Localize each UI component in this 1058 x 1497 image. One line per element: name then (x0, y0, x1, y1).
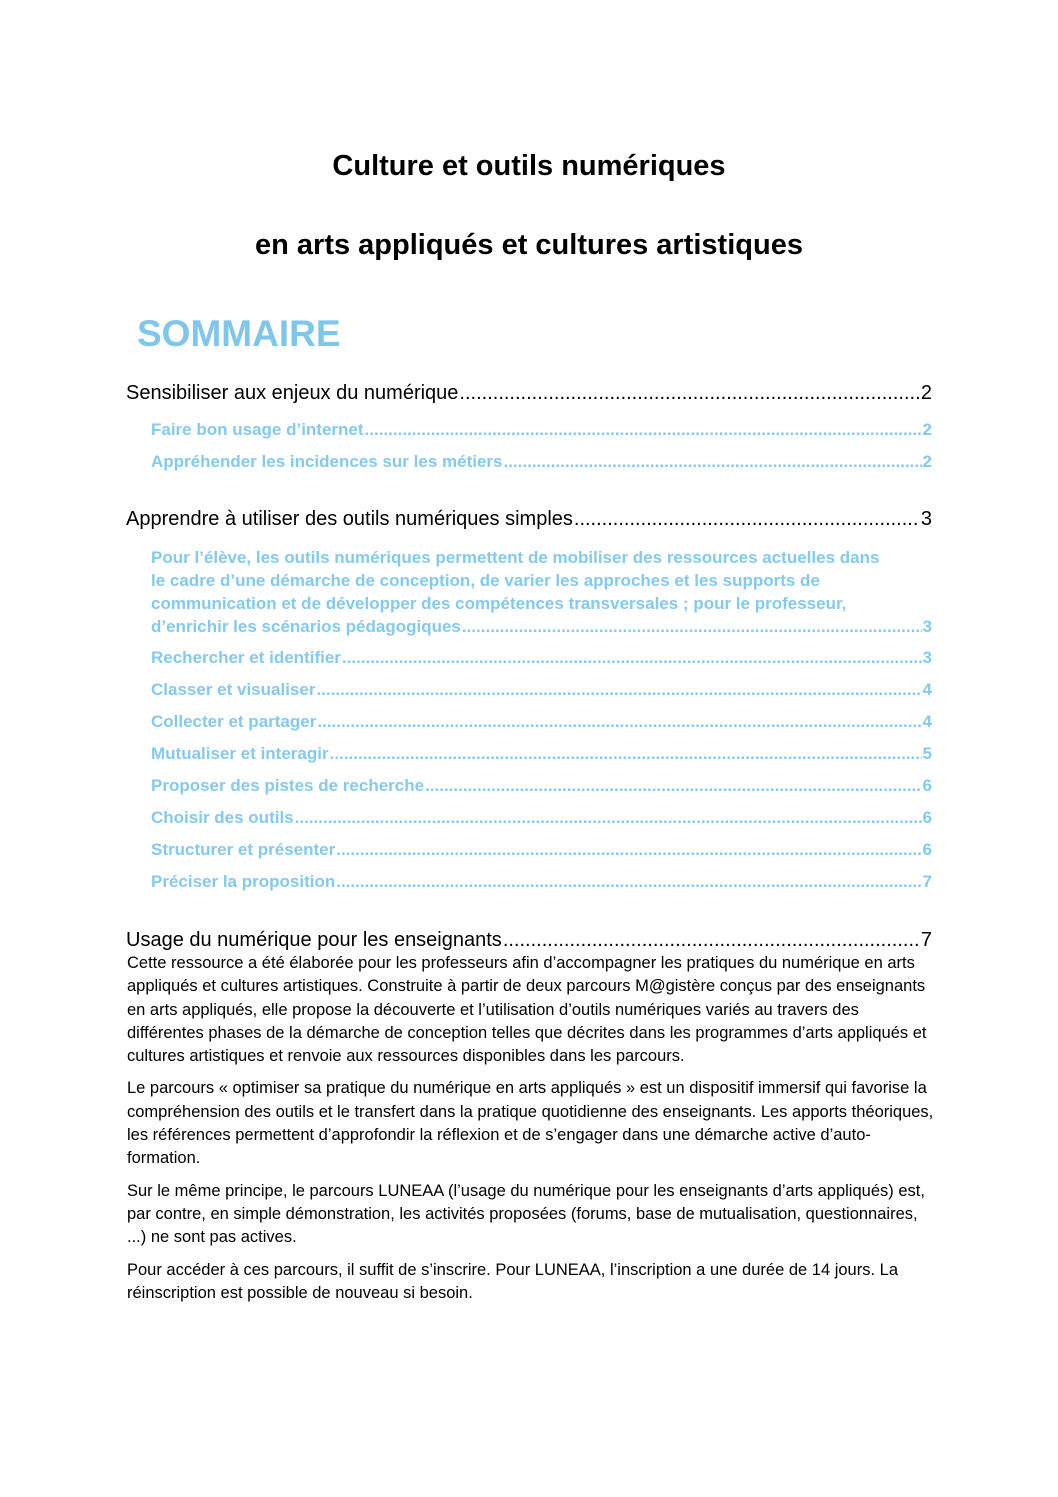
toc-entry-line: communication et de développer des compétences transversales ; pour le professeur, (151, 594, 847, 613)
toc-leader (342, 648, 922, 668)
toc-entry-label: Structurer et présenter (151, 840, 336, 859)
toc-entry-label: Apprendre à utiliser des outils numériques simples (126, 508, 573, 530)
toc-entry-label: Mutualiser et interagir (151, 744, 329, 763)
paragraph-3: Sur le même principe, le parcours LUNEAA (l’usage du numérique pour les enseignants d’arts appliqués) est, par contre, en simple démonstration, les activités proposées (forums, base de mutualisation, questionnaires, ...) ne sont pas actives. (127, 1181, 925, 1247)
toc-leader (316, 680, 921, 700)
toc-page-number: 2 (922, 452, 932, 471)
toc-entry-collecter[interactable] (151, 712, 932, 732)
title-line-2: en arts appliqués et cultures artistiques (255, 229, 803, 261)
toc-page-number: 2 (922, 420, 932, 439)
toc-leader (330, 744, 922, 764)
toc-page-number: 3 (922, 648, 932, 667)
toc-leader (574, 508, 920, 531)
toc-page-number: 3 (920, 508, 932, 530)
paragraph-4: Pour accéder à ces parcours, il suffit de s’inscrire. Pour LUNEAA, l’inscription a une durée de 14 jours. La réinscription est possible de nouveau si besoin. (127, 1260, 898, 1302)
toc-page-number: 7 (922, 872, 932, 891)
toc-page-number: 4 (922, 680, 932, 699)
toc-entry-label: Classer et visualiser (151, 680, 316, 699)
toc-page-number: 4 (922, 712, 932, 731)
toc-entry-classer[interactable] (151, 680, 932, 700)
toc-entry-metiers[interactable] (151, 452, 932, 472)
toc-entry-rechercher[interactable] (151, 648, 932, 668)
toc-entry-label: Préciser la proposition (151, 872, 336, 891)
toc-leader (295, 808, 922, 828)
toc-leader (503, 452, 921, 472)
toc-entry-internet[interactable] (151, 420, 932, 440)
sommaire-heading: SOMMAIRE (137, 313, 341, 354)
toc-entry-last-line (151, 615, 932, 638)
toc-entry-label: Usage du numérique pour les enseignants (126, 929, 502, 951)
paragraph-1: Cette ressource a été élaborée pour les professeurs afin d’accompagner les pratiques du numérique en arts appliqués et cultures artistiques. Construite à partir de deux parcours M@gistère conçus par des enseignants en arts appliqués, elle propose la découverte et l’utilisation d’outils numériques variés au travers des différentes phases de la démarche de conception telles que décrites dans les programmes d’arts appliqués et cultures artistiques et renvoie aux ressources disponibles dans les parcours. (127, 954, 927, 1066)
toc-leader (365, 420, 922, 440)
toc-leader (503, 929, 920, 952)
toc-leader (425, 776, 921, 796)
toc-page-number: 3 (922, 617, 932, 636)
toc-entry-label: Faire bon usage d’internet (151, 420, 364, 439)
toc-entry-sensibiliser[interactable] (126, 382, 932, 405)
toc-entry-proposer[interactable] (151, 776, 932, 796)
toc-leader (462, 615, 922, 638)
toc-entry-label: Rechercher et identifier (151, 648, 341, 667)
toc-page-number: 2 (920, 382, 932, 404)
toc-page-number: 7 (920, 929, 932, 951)
toc-entry-label: Appréhender les incidences sur les métiers (151, 452, 503, 471)
paragraph-2: Le parcours « optimiser sa pratique du numérique en arts appliqués » est un dispositif immersif qui favorise la compréhension des outils et le transfert dans la pratique quotidienne des enseignants. Les apports théoriques, les références permettent d’approfondir la réflexion et de s’engager dans une démarche active d’auto-formation. (127, 1079, 934, 1168)
toc-page-number: 6 (922, 776, 932, 795)
toc-entry-pour-eleve[interactable] (151, 546, 932, 638)
toc-entry-line: Pour l’élève, les outils numériques permettent de mobiliser des ressources actuelles dans (151, 548, 880, 567)
toc-entry-choisir[interactable] (151, 808, 932, 828)
body-text (127, 952, 935, 1314)
toc-leader (336, 872, 921, 892)
toc-leader (459, 382, 919, 405)
toc-entry-label: Choisir des outils (151, 808, 294, 827)
toc-page-number: 6 (922, 840, 932, 859)
title-line-1: Culture et outils numériques (332, 150, 726, 182)
toc-entry-line: le cadre d’une démarche de conception, de varier les approches et les supports de (151, 571, 820, 590)
toc-entry-apprendre[interactable] (126, 508, 932, 531)
toc-entry-label: Sensibiliser aux enjeux du numérique (126, 382, 459, 404)
toc-entry-label: Proposer des pistes de recherche (151, 776, 425, 795)
toc-entry-mutualiser[interactable] (151, 744, 932, 764)
toc-entry-usage[interactable] (126, 929, 932, 952)
toc-entry-preciser[interactable] (151, 872, 932, 892)
toc-leader (317, 712, 921, 732)
toc-entry-label: Collecter et partager (151, 712, 317, 731)
toc-entry-line: d’enrichir les scénarios pédagogiques (151, 617, 461, 636)
toc-page-number: 5 (922, 744, 932, 763)
toc-entry-structurer[interactable] (151, 840, 932, 860)
toc-page-number: 6 (922, 808, 932, 827)
toc-leader (336, 840, 921, 860)
